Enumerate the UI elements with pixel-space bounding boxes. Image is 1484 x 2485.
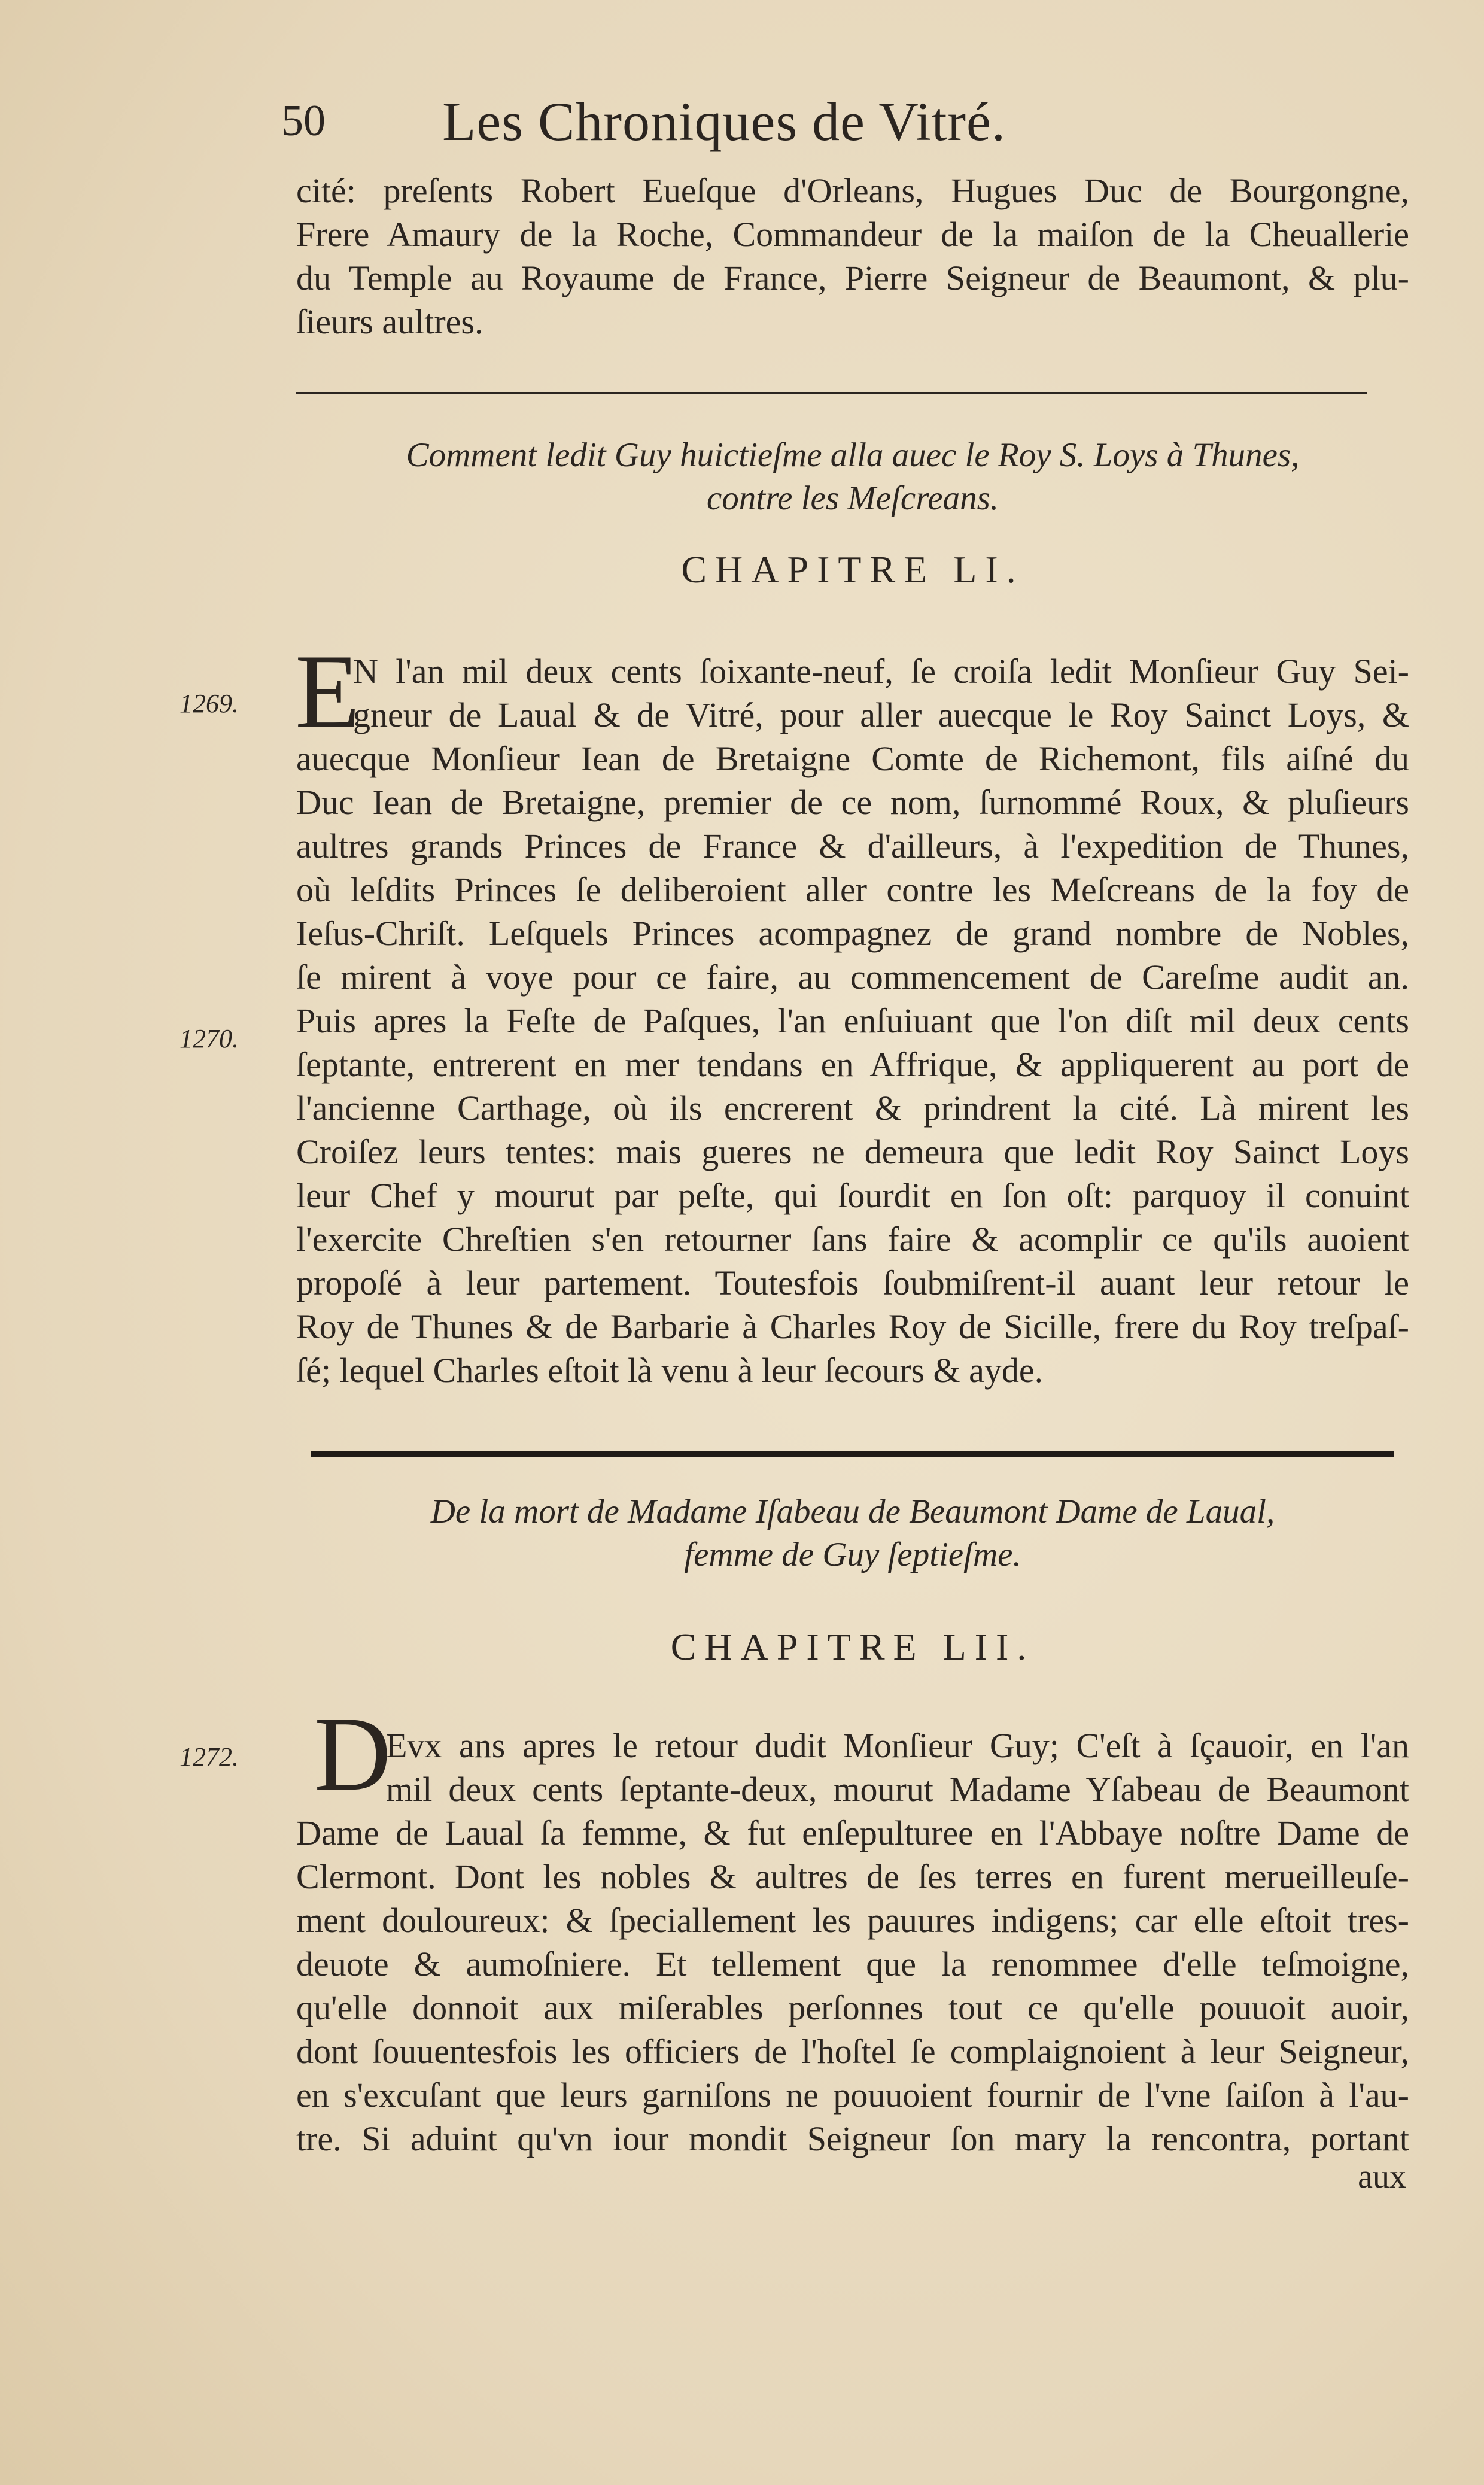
margin-date: 1270. [180, 1024, 239, 1053]
text-line: leur Chef y mourut par peſte, qui ſourdit en ſon oſt: parquoy il conuint [296, 1176, 1409, 1215]
heading-line: femme de Guy ſeptieſme. [684, 1536, 1021, 1573]
heading-line: De la mort de Madame Iſabeau de Beaumont Dame de Laual, [430, 1493, 1275, 1530]
text-line: Evx ans apres le retour dudit Monſieur Guy; C'eſt à ſçauoir, en l'an [386, 1726, 1409, 1765]
chapter-51-text [296, 649, 1409, 1392]
text-line: l'ancienne Carthage, où ils encrerent & prindrent la cité. Là mirent les [296, 1089, 1409, 1128]
margin-date: 1272. [180, 1742, 239, 1772]
text-line: aultres grands Princes de France & d'ailleurs, à l'expedition de Thunes, [296, 827, 1409, 865]
text-line: ſe mirent à voye pour ce faire, au commencement de Careſme audit an. [296, 958, 1409, 997]
text-line: N l'an mil deux cents ſoixante-neuf, ſe croiſa ledit Monſieur Guy Sei- [353, 652, 1409, 691]
chapter-51-title: CHAPITRE LI. [681, 548, 1024, 591]
text-line: du Temple au Royaume de France, Pierre Seigneur de Beaumont, & plu- [296, 259, 1409, 297]
text-line: Dame de Laual ſa femme, & fut enſepulturee en l'Abbaye noſtre Dame de [296, 1813, 1409, 1852]
catchword: aux [1358, 2158, 1406, 2195]
text-line: Duc Iean de Bretaigne, premier de ce nom, ſurnommé Roux, & pluſieurs [296, 783, 1409, 822]
text-line: ſieurs aultres. [296, 302, 483, 341]
text-line: tre. Si aduint qu'vn iour mondit Seigneur ſon mary la rencontra, portant [296, 2119, 1409, 2158]
text-line: auecque Monſieur Iean de Bretaigne Comte de Richemont, fils aiſné du [296, 739, 1409, 778]
running-title: Les Chroniques de Vitré. [442, 91, 1006, 152]
page-number: 50 [281, 96, 326, 145]
chapter-52-text [296, 1724, 1409, 2161]
text-line: ment douloureux: & ſpeciallement les pauures indigens; car elle eſtoit tres- [296, 1901, 1409, 1940]
text-line: Puis apres la Feſte de Paſques, l'an enſuiuant que l'on diſt mil deux cents [296, 1001, 1409, 1040]
text-line: l'exercite Chreſtien s'en retourner ſans faire & acomplir ce qu'ils auoient [296, 1220, 1409, 1259]
text-line: propoſé à leur partement. Toutesfois ſoubmiſrent-il auant leur retour le [296, 1263, 1409, 1302]
text-line: gneur de Laual & de Vitré, pour aller auecque le Roy Sainct Loys, & [353, 695, 1409, 734]
section-divider [296, 392, 1367, 394]
margin-date: 1269. [180, 689, 239, 718]
text-line: où leſdits Princes ſe deliberoient aller contre les Meſcreans de la foy de [296, 870, 1409, 909]
text-line: mil deux cents ſeptante-deux, mourut Madame Yſabeau de Beaumont [386, 1770, 1409, 1809]
text-line: Croiſez leurs tentes: mais gueres ne demeura que ledit Roy Sainct Loys [296, 1132, 1409, 1171]
text-line: Frere Amaury de la Roche, Commandeur de la maiſon de la Cheuallerie [296, 215, 1409, 254]
text-line: en s'excuſant que leurs garniſons ne pouuoient fournir de l'vne ſaiſon à l'au- [296, 2076, 1409, 2115]
intro-paragraph [296, 169, 1409, 344]
page-header [281, 90, 1167, 156]
heading-line: contre les Meſcreans. [706, 479, 999, 517]
drop-cap: D [314, 1694, 391, 1813]
text-line: dont ſouuentesfois les officiers de l'hoſtel ſe complaignoient à leur Seigneur, [296, 2032, 1409, 2071]
text-line: ſeptante, entrerent en mer tendans en Affrique, & appliquerent au port de [296, 1045, 1409, 1084]
text-line: Roy de Thunes & de Barbarie à Charles Roy de Sicille, frere du Roy treſpaſ- [296, 1307, 1409, 1346]
chapter-51-heading [296, 434, 1409, 520]
section-divider [311, 1451, 1394, 1457]
text-line: Ieſus-Chriſt. Leſquels Princes acompagnez de grand nombre de Nobles, [296, 914, 1409, 953]
text-line: ſé; lequel Charles eſtoit là venu à leur ſecours & ayde. [296, 1351, 1044, 1390]
drop-cap: E [295, 632, 360, 751]
text-line: deuote & aumoſniere. Et tellement que la renommee d'elle teſmoigne, [296, 1945, 1409, 1983]
text-line: cité: preſents Robert Eueſque d'Orleans, Hugues Duc de Bourgongne, [296, 171, 1409, 210]
text-line: qu'elle donnoit aux miſerables perſonnes tout ce qu'elle pouuoit auoir, [296, 1988, 1409, 2027]
chapter-52-title: CHAPITRE LII. [670, 1626, 1035, 1668]
heading-line: Comment ledit Guy huictieſme alla auec le Roy S. Loys à Thunes, [406, 436, 1300, 474]
text-line: Clermont. Dont les nobles & aultres de ſes terres en furent merueilleuſe- [296, 1857, 1409, 1896]
chapter-52-heading [296, 1490, 1409, 1576]
